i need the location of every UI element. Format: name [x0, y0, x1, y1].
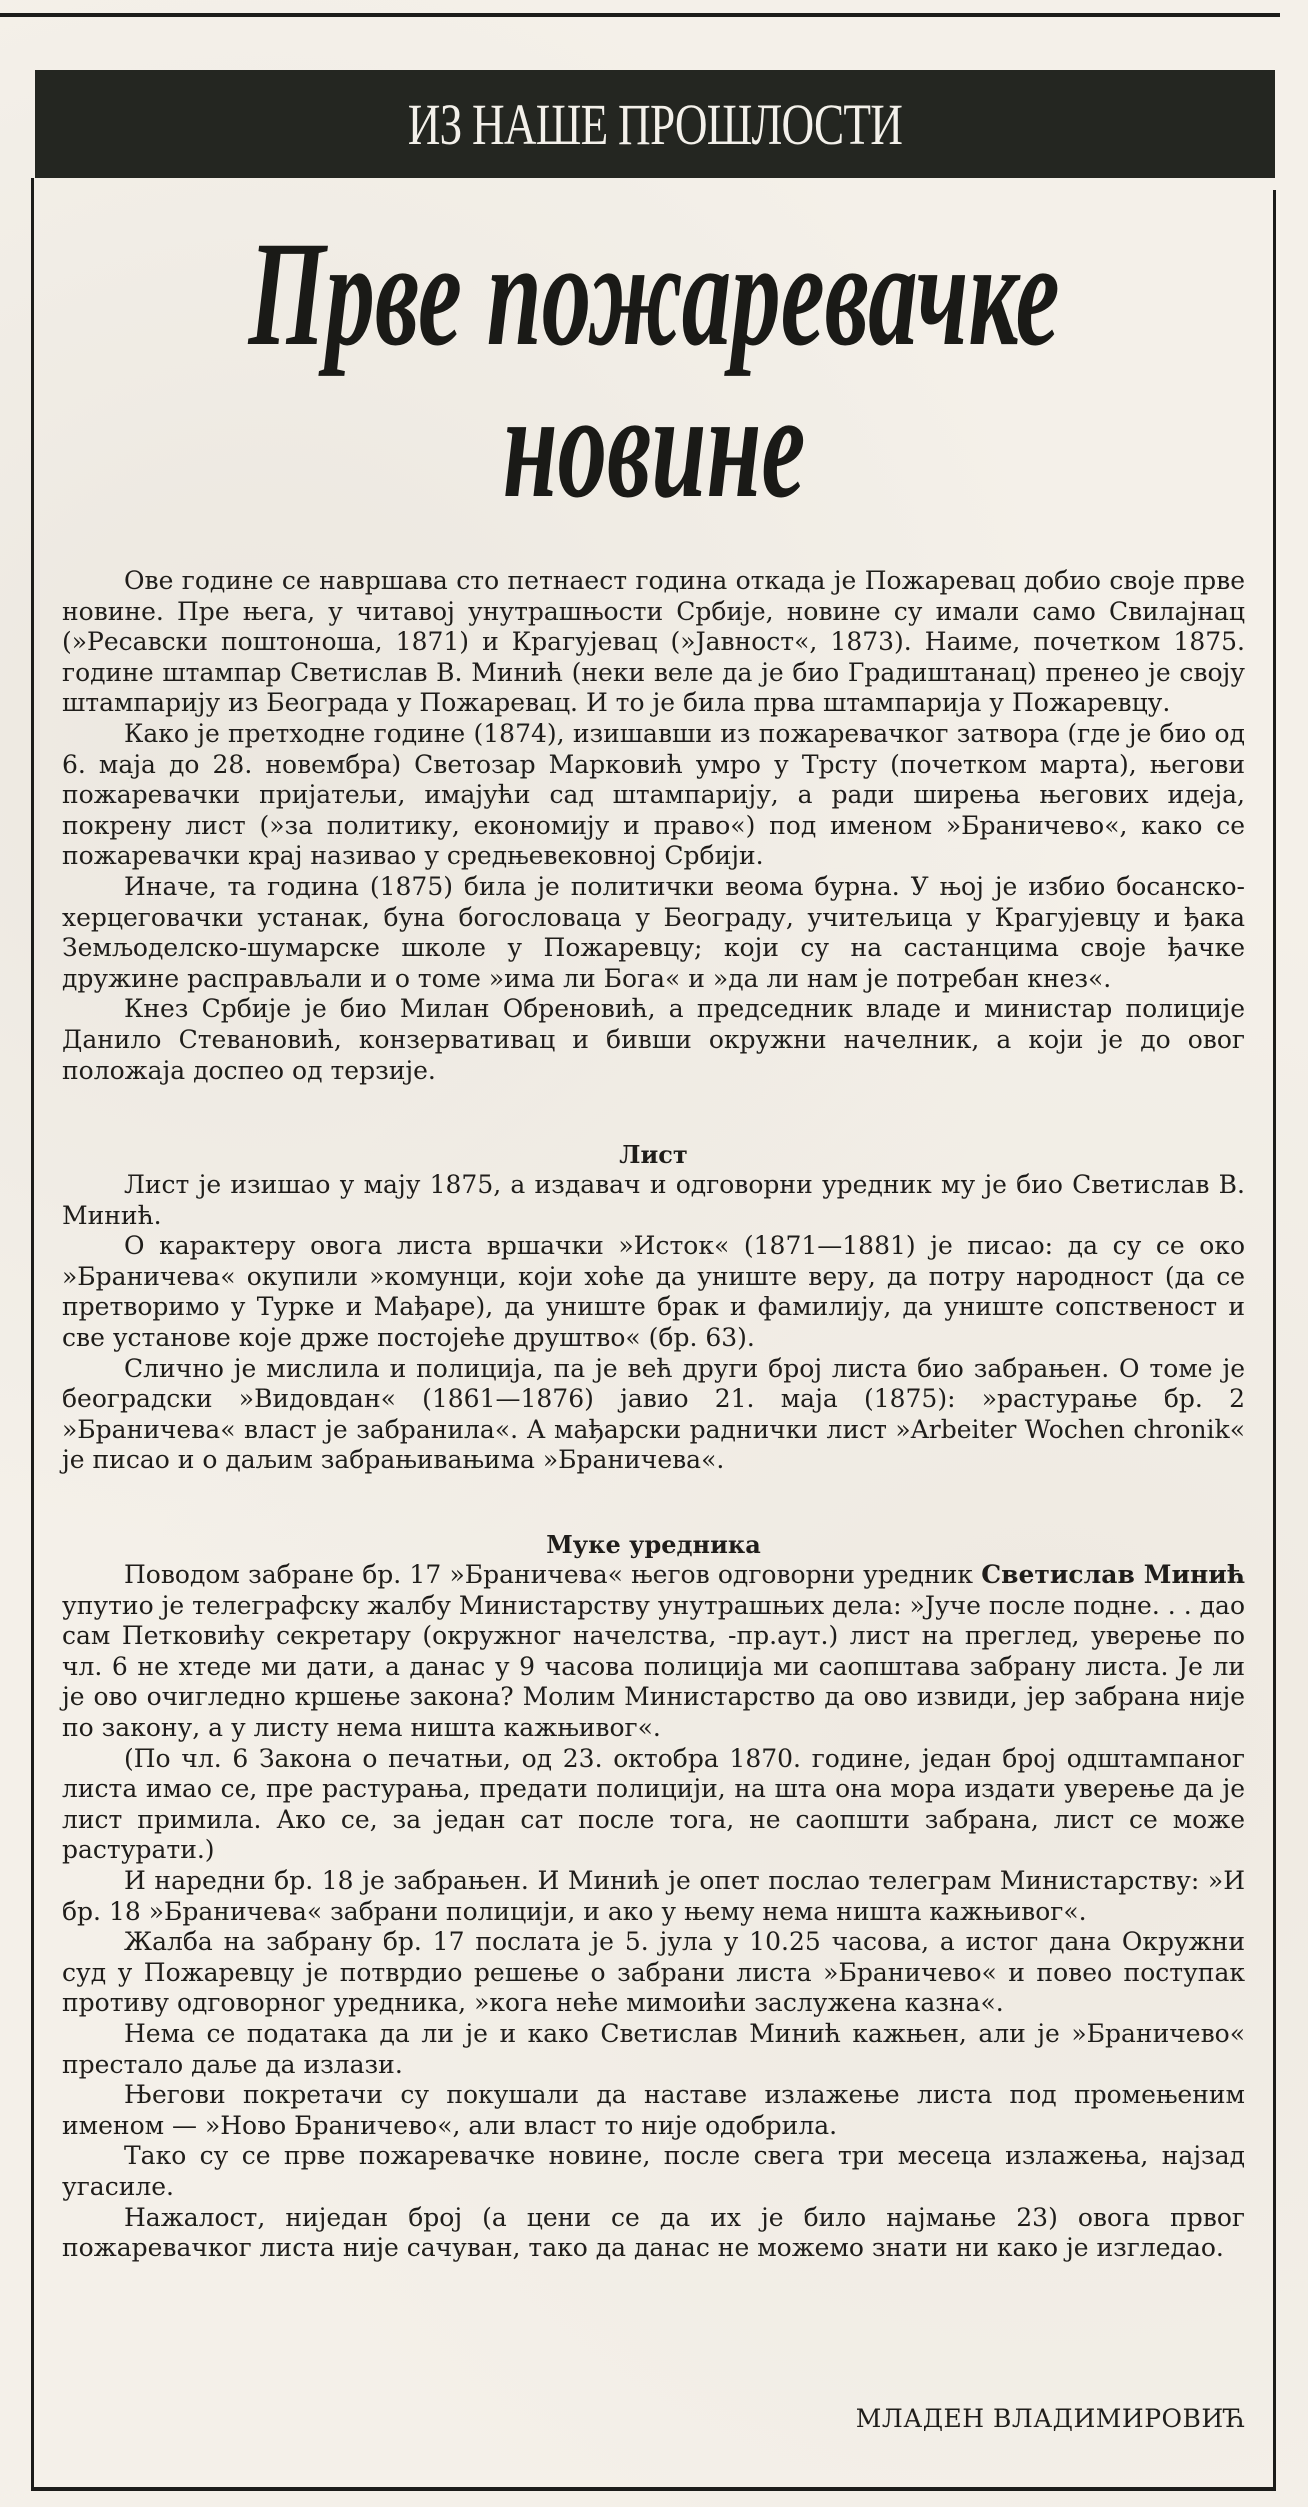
section-banner-title: ИЗ НАШЕ ПРОШЛОСТИ: [407, 91, 903, 157]
section-banner: [35, 70, 1275, 178]
intro-paragraph: Како је претходне године (1874), изишавши из пожаревачког затвора (где је био од 6. маја до 28. новембра) Светозар Марковић умро у Трсту (почетком марта), његови пожаревачки пријатељи, имајући сад штампарију, а ради ширења његових идеја, покрену лист (»за политику, економију и право«) под именом »Браничево«, како се пожаревачки крај називао у средњевековној Србији.: [62, 718, 1245, 871]
paragraph-text: Поводом забране бр. 17 »Браничева« његов одговорни уредник: [124, 1560, 982, 1590]
author-byline: МЛАДЕН ВЛАДИМИРОВИЋ: [855, 2404, 1246, 2433]
headline-line-2: новине: [502, 363, 806, 529]
article-body: [62, 566, 1245, 2264]
list-section-paragraph: Слично је мислила и полиција, па је већ други број листа био забрањен. О томе је београдски »Видовдан« (1861—1876) јавио 21. маја (1875): »растурање бр. 2 »Браничева« власт је забранила«. А мађарски раднички лист »Arbeiter Wochen chronik« је писао и о даљим забрањивањима »Браничева«.: [62, 1353, 1245, 1475]
frame-bottom-border: [31, 2487, 1276, 2491]
editor-section-paragraph: Нема се података да ли је и како Светислав Минић кажњен, али је »Браничево« престало даље да излази.: [62, 2018, 1245, 2079]
editor-section-paragraph: (По чл. 6 Закона о печатњи, од 23. октобра 1870. године, један број одштампаног листа имао се, пре растурања, предати полицији, на шта она мора издати уверење да је лист примила. Ако се, за један сат после тога, не саопшти забрана, лист се може растурати.): [62, 1743, 1245, 1865]
frame-right-border: [1273, 190, 1276, 2490]
paragraph-text: упутио је телеграфску жалбу Министарству унутрашњих дела: »Јуче после подне. . . дао сам Петковићу секретару (окружног начелства, -пр.аут.) лист на преглед, уверење по чл. 6 не хтеде ми дати, а данас у 9 часова полиција ми саопштава забрану листа. Је ли је ово очигледно кршење закона? Молим Министарство да ово извиди, јер забрана није по закону, а у листу нема ништа кажњивог«.: [62, 1590, 1245, 1742]
list-section-paragraph: Лист је изишао у мају 1875, а издавач и одговорни уредник му је био Светислав В. Минић.: [62, 1170, 1245, 1230]
headline-line-1: Прве пожаревачке: [248, 211, 1060, 377]
editor-section-paragraph: Жалба на забрану бр. 17 послата је 5. јула у 10.25 часова, а истог дана Окружни суд у Пожаревцу је потврдио решење о забрани листа »Браничево« и повео поступак противу одговорног уредника, »кога неће мимоићи заслужена казна«.: [62, 1927, 1245, 2018]
subheading-editor-troubles: Муке уредника: [546, 1530, 761, 1560]
frame-left-border: [31, 178, 34, 2490]
editor-section-paragraph: [62, 1560, 1245, 1744]
intro-paragraph: Иначе, та година (1875) била је политички веома бурна. У њој је избио босанско-херцеговачки устанак, буна богословаца у Београду, учитељица у Крагујевцу и ђака Земљоделско-шумарске школе у Пожаревцу; који су на састанцима своје ђачке дружине расправљали и о томе »има ли Бога« и »да ли нам је потребан кнез«.: [62, 871, 1245, 993]
list-section-paragraph: О карактеру овога листа вршачки »Исток« (1871—1881) је писао: да су се око »Браничева« окупили »комунци, који хоће да униште веру, да потру народност (да се претворимо у Турке и Мађаре), да униште брак и фамилију, да униште сопственост и све установе које држе постојеће друштво« (бр. 63).: [62, 1231, 1245, 1353]
editor-section-paragraph: Нажалост, ниједан број (а цени се да их је било најмање 23) овога првог пожаревачког листа није сачуван, тако да данас не можемо знати ни како је изгледао.: [62, 2202, 1245, 2263]
top-rule: [0, 13, 1280, 17]
subheading-list: Лист: [619, 1140, 688, 1170]
article-headline: [34, 211, 1274, 529]
editor-name: Светислав Минић: [981, 1560, 1246, 1590]
intro-paragraph: Ове године се навршава сто петнаест година откада је Пожаревац добио своје прве новине. Пре њега, у читавој унутрашњости Србије, новине су имали само Свилајнац (»Ресавски поштоноша, 1871) и Крагујевац (»Јавност«, 1873). Наиме, почетком 1875. године штампар Светислав В. Минић (неки веле да је био Градиштанац) пренео је своју штампарију из Београда у Пожаревац. И то је била прва штампарија у Пожаревцу.: [62, 566, 1245, 718]
editor-section-paragraph: И наредни бр. 18 је забрањен. И Минић је опет послао телеграм Министарству: »И бр. 18 »Браничева« забрани полицији, и ако у њему нема ништа кажњивог«.: [62, 1865, 1245, 1926]
intro-paragraph: Кнез Србије је био Милан Обреновић, а председник владе и министар полиције Данило Стевановић, конзервативац и бивши окружни начелник, а који је до овог положаја доспео од терзије.: [62, 994, 1245, 1085]
editor-section-paragraph: Тако су се прве пожаревачке новине, после свега три месеца излажења, најзад угасиле.: [62, 2141, 1245, 2201]
editor-section-paragraph: Његови покретачи су покушали да наставе излажење листа под промењеним именом — »Ново Браничево«, али власт то није одобрила.: [62, 2080, 1245, 2140]
